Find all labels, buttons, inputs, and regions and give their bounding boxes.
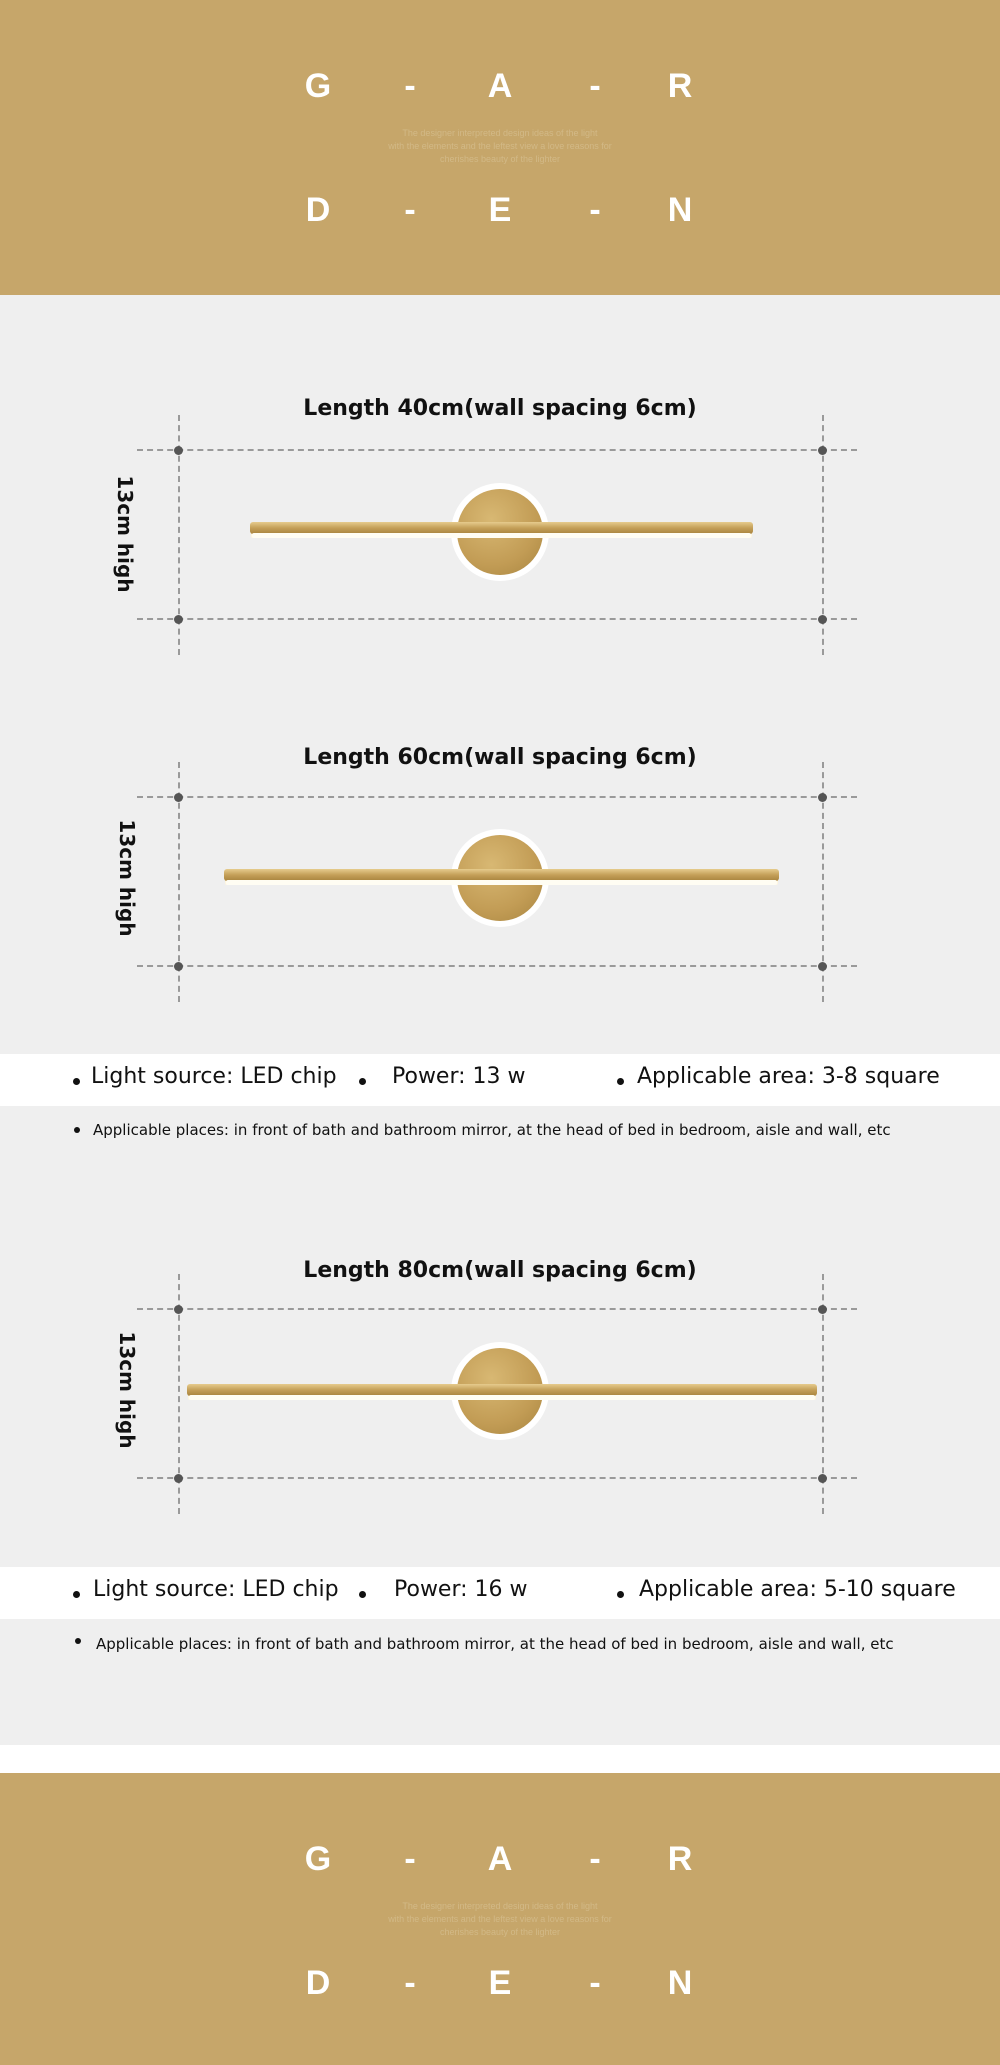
corner-dot xyxy=(174,446,183,455)
area-spec: Applicable area: 5-10 square xyxy=(639,1577,956,1602)
banner-letter: G xyxy=(304,67,332,105)
banner-faint-text xyxy=(350,127,650,166)
banner-row-1 xyxy=(0,1840,1000,1900)
corner-dot xyxy=(818,446,827,455)
bullet-dot xyxy=(73,1591,80,1598)
banner-faint-line: cherishes beauty of the lighter xyxy=(439,1927,561,1937)
banner-dash: - xyxy=(404,191,416,229)
banner-dash: - xyxy=(589,1840,601,1878)
diagram-title: Length 80cm(wall spacing 6cm) xyxy=(303,1258,697,1283)
banner-row-2 xyxy=(0,191,1000,251)
corner-dot xyxy=(818,962,827,971)
lamp-rod-light xyxy=(189,1395,815,1400)
banner-letter: R xyxy=(667,1840,693,1878)
power-spec: Power: 16 w xyxy=(394,1577,528,1602)
separator-strip xyxy=(0,1745,1000,1773)
banner-letter: E xyxy=(488,191,512,229)
corner-dot xyxy=(174,615,183,624)
banner-faint-line: with the elements and the leftest view a love reasons for xyxy=(388,1914,612,1924)
bottom-guide-line xyxy=(137,1477,857,1479)
top-guide-line xyxy=(137,796,857,798)
corner-dot xyxy=(174,1474,183,1483)
lamp-rod-light xyxy=(252,533,751,538)
light-source-spec: Light source: LED chip xyxy=(93,1577,339,1602)
lamp-rod-light xyxy=(226,880,777,885)
banner-row-2 xyxy=(0,1964,1000,2024)
banner-letter: G xyxy=(304,1840,332,1878)
area-spec: Applicable area: 3-8 square xyxy=(637,1064,940,1089)
bottom-guide-line xyxy=(137,965,857,967)
bullet-dot xyxy=(73,1078,80,1085)
top-guide-line xyxy=(137,1308,857,1310)
corner-dot xyxy=(818,1305,827,1314)
spec-bar xyxy=(0,1567,1000,1619)
spec-bar xyxy=(0,1054,1000,1106)
banner-letter: A xyxy=(487,1840,513,1878)
applicable-places: Applicable places: in front of bath and bathroom mirror, at the head of bed in bedroom, aisle and wall, etc xyxy=(93,1121,891,1139)
banner-dash: - xyxy=(589,1964,601,2002)
banner-letter: R xyxy=(667,67,693,105)
diagram-title: Length 40cm(wall spacing 6cm) xyxy=(303,396,697,421)
banner-dash: - xyxy=(589,67,601,105)
banner-dash: - xyxy=(589,191,601,229)
top-guide-line xyxy=(137,449,857,451)
bullet-dot xyxy=(617,1078,624,1085)
applicable-places: Applicable places: in front of bath and bathroom mirror, at the head of bed in bedroom, aisle and wall, etc xyxy=(96,1635,894,1653)
banner-faint-line: with the elements and the leftest view a love reasons for xyxy=(388,141,612,151)
bullet-dot xyxy=(75,1638,81,1644)
header-banner xyxy=(0,0,1000,295)
footer-banner xyxy=(0,1773,1000,2065)
bullet-dot xyxy=(74,1127,80,1133)
height-label: 13cm high xyxy=(113,475,137,593)
banner-letter: D xyxy=(305,1964,331,2002)
banner-letter: E xyxy=(488,1964,512,2002)
banner-faint-line: The designer interpreted design ideas of the light xyxy=(402,1901,598,1911)
height-label: 13cm high xyxy=(115,1331,139,1449)
corner-dot xyxy=(818,615,827,624)
banner-faint-text xyxy=(350,1900,650,1939)
banner-faint-line: The designer interpreted design ideas of the light xyxy=(402,128,598,138)
bullet-dot xyxy=(617,1591,624,1598)
light-source-spec: Light source: LED chip xyxy=(91,1064,337,1089)
bullet-dot xyxy=(359,1078,366,1085)
power-spec: Power: 13 w xyxy=(392,1064,526,1089)
banner-dash: - xyxy=(404,1840,416,1878)
corner-dot xyxy=(174,962,183,971)
banner-letter: N xyxy=(667,1964,693,2002)
height-label: 13cm high xyxy=(115,819,139,937)
banner-letter: A xyxy=(487,67,513,105)
corner-dot xyxy=(818,793,827,802)
banner-letter: D xyxy=(305,191,331,229)
bullet-dot xyxy=(359,1591,366,1598)
banner-dash: - xyxy=(404,1964,416,2002)
corner-dot xyxy=(174,1305,183,1314)
diagram-title: Length 60cm(wall spacing 6cm) xyxy=(303,745,697,770)
bottom-guide-line xyxy=(137,618,857,620)
corner-dot xyxy=(174,793,183,802)
banner-faint-line: cherishes beauty of the lighter xyxy=(439,154,561,164)
corner-dot xyxy=(818,1474,827,1483)
banner-dash: - xyxy=(404,67,416,105)
banner-letter: N xyxy=(667,191,693,229)
banner-row-1 xyxy=(0,67,1000,127)
